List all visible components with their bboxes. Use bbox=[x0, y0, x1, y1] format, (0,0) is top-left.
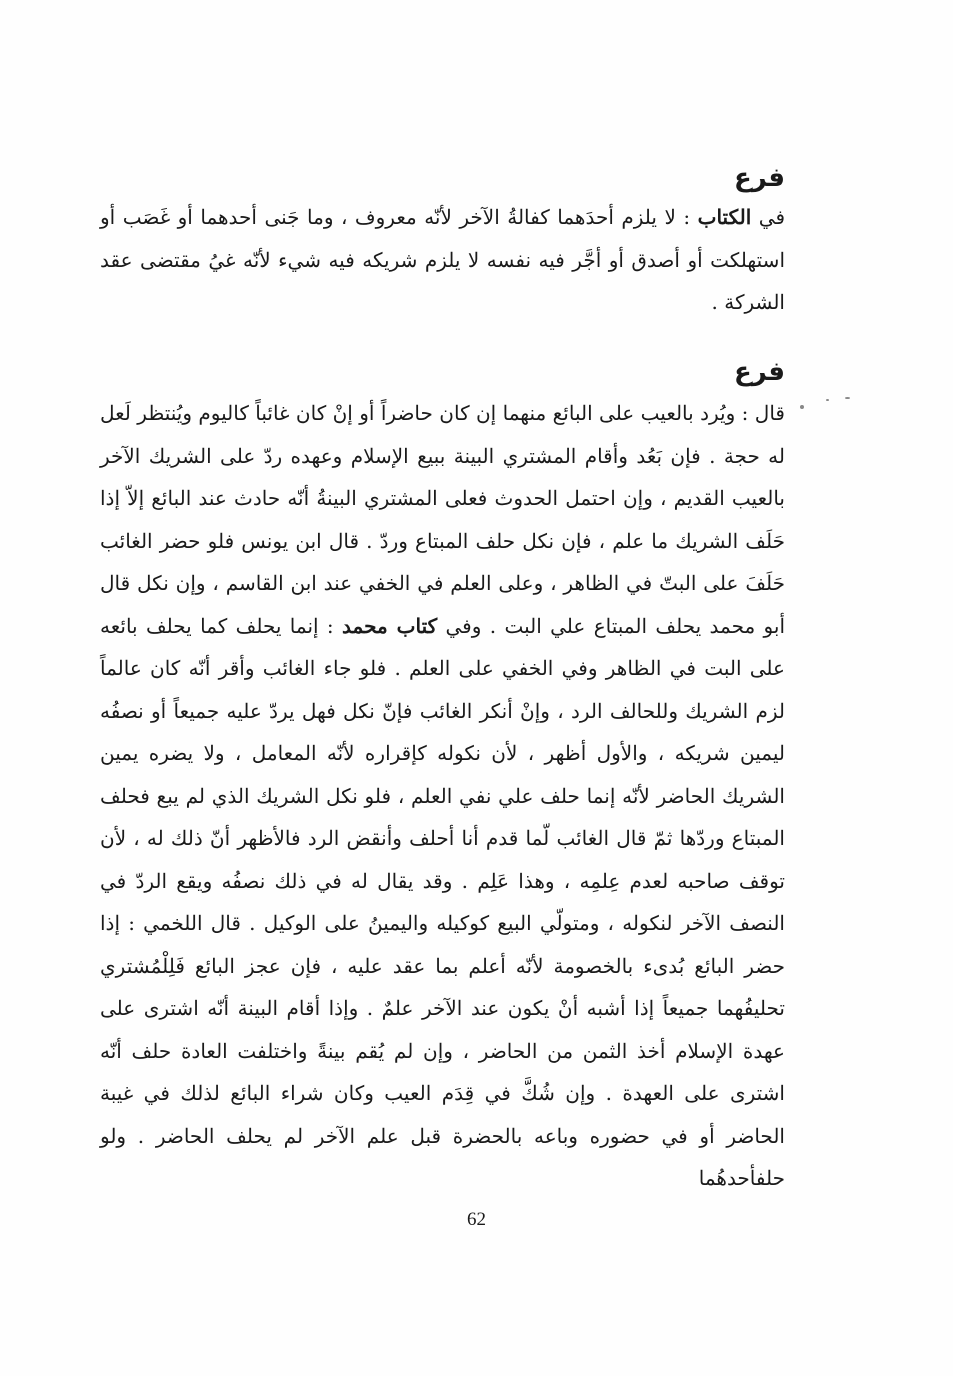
section-heading-2: فرع bbox=[734, 357, 785, 387]
scan-speck bbox=[845, 397, 850, 399]
paragraph-2-text-a: قال : ويُرد بالعيب على البائع منهما إن كان حاضراً أو إنْ كان غائباً كاليوم ويُنتظر لَعل له حجة . فإن بَعُد وأقام المشتري البينة ببيع الإسلام وعهده ردّ على الشريك الآخر بالعيب القديم ، وإن احتمل الحدوث فعلى المشتري البينةُ أنّه حادث عند البائع إلاّ إذا حَلَف الشريك ما علم ، فإن نكل حلف المبتاع وردّ . قال ابن يونس فلو حضر الغائب حَلَفَ على البتّ في الظاهر ، وعلى العلم في الخفي عند ابن القاسم ، وإن نكل قال أبو محمد يحلف المبتاع علي البت . وفي bbox=[100, 401, 786, 638]
paragraph-2 bbox=[100, 392, 785, 1200]
section-heading-1: فرع bbox=[734, 163, 785, 193]
scan-speck bbox=[826, 399, 829, 401]
paragraph-1-text: : لا يلزم أحدَهما كفالةُ الآخر لأنّه معروف ، وما جَنى أحدهما أو غَصَب أو استهلكت أو أصدق أو أجَّر فيه نفسه لا يلزم شريكه فيه شيء لأنّه غيُ مقتضى عقد الشركة . bbox=[100, 205, 785, 314]
scan-speck bbox=[800, 405, 804, 409]
paragraph-1-lead: في bbox=[758, 205, 786, 229]
book-reference-muhammad: كتاب محمد bbox=[342, 613, 438, 638]
paragraph-2-text-b: : إنما يحلف كما يحلف بائعه على البت في الظاهر وفي الخفي على العلم . فلو جاء الغائب وأقر أنّه كان عالماً لزم الشريك وللحالف الرد ، وإنْ أنكر الغائب فإنّ نكل فهل يردّ عليه جميعاً أو نصفُه ليمين شريكه ، والأول أظهر ، لأن نكوله كإقراره لأنّه المعامل ، ولا يضره يمين الشريك الحاضر لأنّه إنما حلف علي نفي العلم ، فلو نكل الشريك الذي لم يبع فحلف المبتاع وردّها ثمّ قال الغائب لّما قدم أنا أحلف وأنقض الرد فالأظهر أنّ ذلك له ، لأن توقف صاحبه لعدم عِلمِه ، وهذا عَلِم . وقد يقال له في ذلك نصفُه ويقع الردّ في النصف الآخر لنكوله ، ومتولّي البيع كوكيله واليمينُ على الوكيل . قال اللخمي : إذا حضر البائع بُدىء بالخصومة لأنّه أعلم بما عقد عليه ، فإن عجز البائع فَلِلْمُشتري تحليفُهما جميعاً إذا أشبه أنْ يكون عند الآخر علمٌ . وإذا أقام البينة أنّه اشترى على عهدة الإسلام أخذ الثمن من الحاضر ، وإن لم يُقم بينةً واختلفت العادة حلف أنّه اشترى على العهدة . وإن شُكَّ في قِدَم العيب وكان شراء البائع لذلك في غيبة الحاضر أو في حضوره وباعه بالحضرة قبل علم الآخر لم يحلف الحاضر . ولو حلفأحدهُما bbox=[100, 613, 785, 1190]
paragraph-1 bbox=[100, 196, 785, 324]
book-reference: الكتاب bbox=[697, 205, 752, 229]
page-number: 62 bbox=[467, 1209, 486, 1230]
